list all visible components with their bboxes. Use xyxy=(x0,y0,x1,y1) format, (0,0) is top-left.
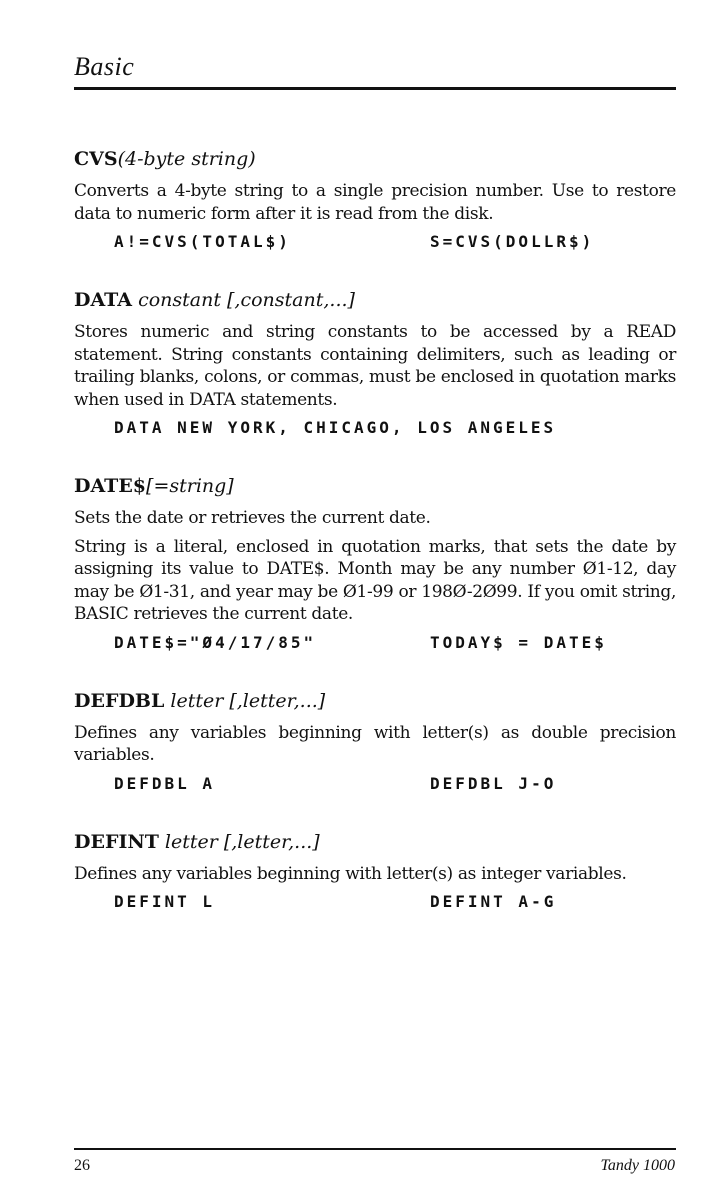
command-name: DEFDBL xyxy=(74,689,165,712)
description: Defines any variables beginning with letter(s) as double precision variables. xyxy=(74,722,676,765)
command-name: DATE$ xyxy=(74,475,147,497)
example-line xyxy=(74,891,676,913)
entry-heading xyxy=(74,829,676,855)
example-code: DEFDBL A xyxy=(114,773,216,793)
description: Sets the date or retrieves the current date. xyxy=(74,508,431,528)
example-code: TODAY$ = DATE$ xyxy=(430,632,607,652)
entry-heading xyxy=(74,287,676,313)
description: Converts a 4-byte string to a single precision number. Use to restore data to numeric form after it is read from the disk. xyxy=(74,181,676,224)
running-header: Basic xyxy=(74,52,135,81)
entry-defdbl xyxy=(74,688,676,795)
command-syntax: (4-byte string) xyxy=(117,148,256,170)
description: Stores numeric and string constants to be accessed by a READ statement. String constants containing delimiters, such as leading or trailing blanks, colons, or commas, must be enclosed in quotation marks when used in DATA statements. xyxy=(74,322,676,410)
example-code: DEFINT L xyxy=(114,892,216,911)
example-code: A!=CVS(TOTAL$) xyxy=(114,232,291,251)
example-code: DEFINT A-G xyxy=(430,892,557,911)
entry-data xyxy=(74,287,676,439)
description: String is a literal, enclosed in quotation marks, that sets the date by assigning its value to DATE$. Month may be any number Ø1-12, day may be Ø1-31, and year may be Ø1-99 or 198Ø-2Ø99. If you omit string, BASIC retrieves the current date. xyxy=(74,536,676,624)
command-syntax: letter [,letter,...] xyxy=(164,830,320,853)
entry-heading xyxy=(74,146,676,172)
example-code: DATA NEW YORK, CHICAGO, LOS ANGELES xyxy=(114,418,557,437)
entry-defint xyxy=(74,829,676,914)
entry-heading xyxy=(74,473,676,499)
header-rule xyxy=(74,87,676,90)
example-line xyxy=(74,417,676,439)
entry-heading xyxy=(74,688,676,714)
command-syntax: constant [,constant,...] xyxy=(138,289,355,311)
command-name: DATA xyxy=(74,289,133,311)
example-line xyxy=(74,231,676,253)
entry-date xyxy=(74,473,676,654)
command-syntax: [=string] xyxy=(146,475,234,497)
command-syntax: letter [,letter,...] xyxy=(170,689,326,712)
command-name: CVS xyxy=(74,148,118,170)
description: Defines any variables beginning with letter(s) as integer variables. xyxy=(74,863,627,884)
example-line xyxy=(74,632,676,654)
example-code: DEFDBL J-O xyxy=(430,773,557,793)
page-number: 26 xyxy=(74,1157,90,1174)
entry-cvs xyxy=(74,146,676,253)
command-name: DEFINT xyxy=(74,830,159,853)
footer-brand: Tandy 1000 xyxy=(600,1157,675,1174)
footer-rule xyxy=(74,1148,676,1150)
example-code: S=CVS(DOLLR$) xyxy=(430,232,595,251)
example-line xyxy=(74,773,676,795)
example-code: DATE$="Ø4/17/85" xyxy=(114,632,317,652)
page-body xyxy=(74,146,676,947)
